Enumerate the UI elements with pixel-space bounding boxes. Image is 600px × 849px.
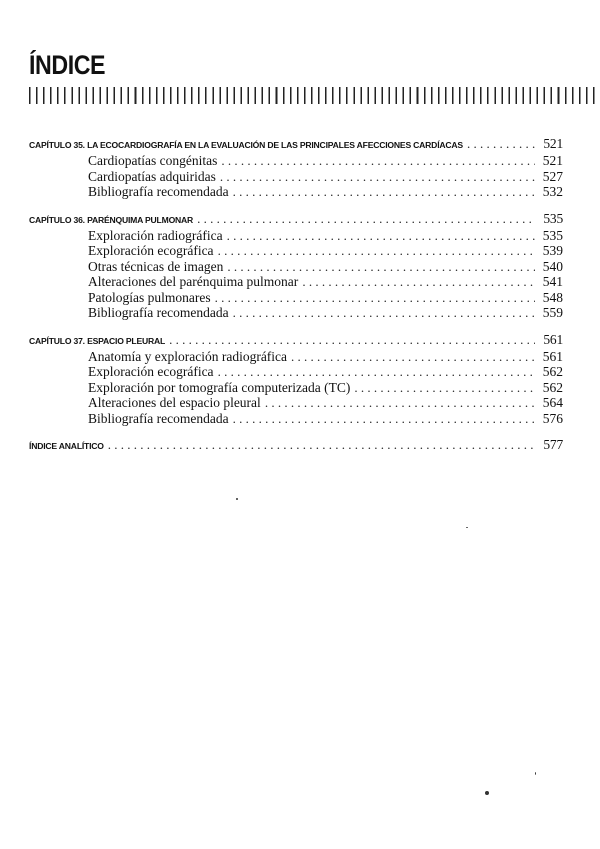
- entry-page-number: 532: [542, 184, 563, 199]
- entry-title: Bibliografía recomendada: [88, 305, 229, 320]
- dot-leader: [215, 290, 535, 306]
- entry-page-number: 562: [542, 379, 563, 395]
- dot-leader: [354, 380, 535, 396]
- scan-speck: [236, 498, 238, 500]
- index-title: ÍNDICE ANALÍTICO: [29, 441, 104, 451]
- dot-leader: [233, 184, 535, 200]
- dot-leader: [265, 395, 535, 411]
- scan-speck: [485, 791, 489, 795]
- chapter-page-number: 521: [543, 136, 563, 151]
- chapter-35-block: [29, 134, 563, 200]
- entry-title: Exploración por tomografía computerizada (TC): [88, 379, 351, 395]
- toc-entry[interactable]: [29, 228, 563, 244]
- dot-leader: [233, 305, 535, 321]
- entry-title: Otras técnicas de imagen: [88, 258, 224, 274]
- entry-title: Bibliografía recomendada: [88, 184, 229, 199]
- dot-leader: [467, 134, 535, 153]
- entry-title: Alteraciones del espacio pleural: [88, 395, 261, 410]
- dot-leader: [302, 274, 535, 290]
- entry-page-number: 541: [542, 274, 563, 289]
- chapter-row[interactable]: [29, 330, 563, 349]
- entry-page-number: 576: [542, 410, 563, 426]
- chapter-title: PARÉNQUIMA PULMONAR: [87, 214, 194, 225]
- chapter-label: CAPÍTULO 35.: [29, 140, 85, 150]
- toc-entry[interactable]: [29, 259, 563, 275]
- dot-leader: [221, 153, 535, 169]
- chapter-row[interactable]: [29, 209, 563, 228]
- table-of-contents: [29, 134, 563, 454]
- chapter-title: LA ECOCARDIOGRAFÍA EN LA EVALUACIÓN DE LAS PRINCIPALES AFECCIONES CARDÍACAS: [87, 140, 463, 150]
- dot-leader: [227, 228, 535, 244]
- dot-leader: [108, 435, 535, 454]
- entry-page-number: 521: [542, 153, 563, 168]
- entry-title: Exploración radiográfica: [88, 227, 223, 243]
- chapter-row[interactable]: [29, 134, 563, 153]
- entry-page-number: 562: [542, 364, 563, 379]
- toc-entry[interactable]: [29, 349, 563, 365]
- chapter-title: ESPACIO PLEURAL: [87, 335, 166, 346]
- toc-entry[interactable]: [29, 290, 563, 306]
- entry-page-number: 527: [542, 168, 563, 184]
- chapter-37-block: [29, 330, 563, 427]
- toc-entry[interactable]: [29, 411, 563, 427]
- entry-page-number: 564: [542, 395, 563, 410]
- entry-page-number: 535: [542, 227, 563, 243]
- toc-entry[interactable]: [29, 153, 563, 169]
- dot-leader: [227, 259, 535, 275]
- dot-leader: [220, 169, 535, 185]
- entry-page-number: 539: [542, 243, 563, 258]
- entry-title: Cardiopatías congénitas: [88, 153, 218, 168]
- dot-leader: [218, 364, 535, 380]
- chapter-36-block: [29, 209, 563, 321]
- toc-entry[interactable]: [29, 169, 563, 185]
- scan-speck: [466, 527, 468, 528]
- entry-page-number: 559: [542, 305, 563, 320]
- page-title: ÍNDICE: [29, 50, 106, 80]
- toc-entry[interactable]: [29, 395, 563, 411]
- entry-title: Alteraciones del parénquima pulmonar: [88, 274, 299, 289]
- index-page-number: 577: [543, 437, 563, 452]
- toc-entry[interactable]: [29, 243, 563, 259]
- chapter-label: CAPÍTULO 37.: [29, 335, 85, 346]
- toc-entry[interactable]: [29, 364, 563, 380]
- toc-entry[interactable]: [29, 380, 563, 396]
- entry-title: Exploración ecográfica: [88, 364, 214, 379]
- dot-leader: [197, 209, 535, 228]
- entry-title: Anatomía y exploración radiográfica: [88, 348, 288, 364]
- entry-title: Bibliografía recomendada: [88, 410, 229, 426]
- scan-speck: [535, 772, 536, 775]
- entry-title: Exploración ecográfica: [88, 243, 214, 258]
- dot-leader: [233, 411, 535, 427]
- dot-leader: [169, 330, 535, 349]
- toc-entry[interactable]: [29, 184, 563, 200]
- dot-leader: [218, 243, 535, 259]
- entry-page-number: 548: [542, 289, 563, 305]
- entry-title: Patologías pulmonares: [88, 289, 211, 305]
- toc-entry[interactable]: [29, 274, 563, 290]
- toc-entry[interactable]: [29, 305, 563, 321]
- chapter-page-number: 561: [543, 331, 563, 347]
- entry-title: Cardiopatías adquiridas: [88, 168, 216, 184]
- chapter-label: CAPÍTULO 36.: [29, 214, 85, 225]
- entry-page-number: 540: [542, 258, 563, 274]
- entry-page-number: 561: [542, 348, 563, 364]
- decorative-tick-rule: [29, 87, 595, 104]
- dot-leader: [291, 349, 535, 365]
- index-row[interactable]: [29, 435, 563, 454]
- chapter-page-number: 535: [543, 210, 563, 226]
